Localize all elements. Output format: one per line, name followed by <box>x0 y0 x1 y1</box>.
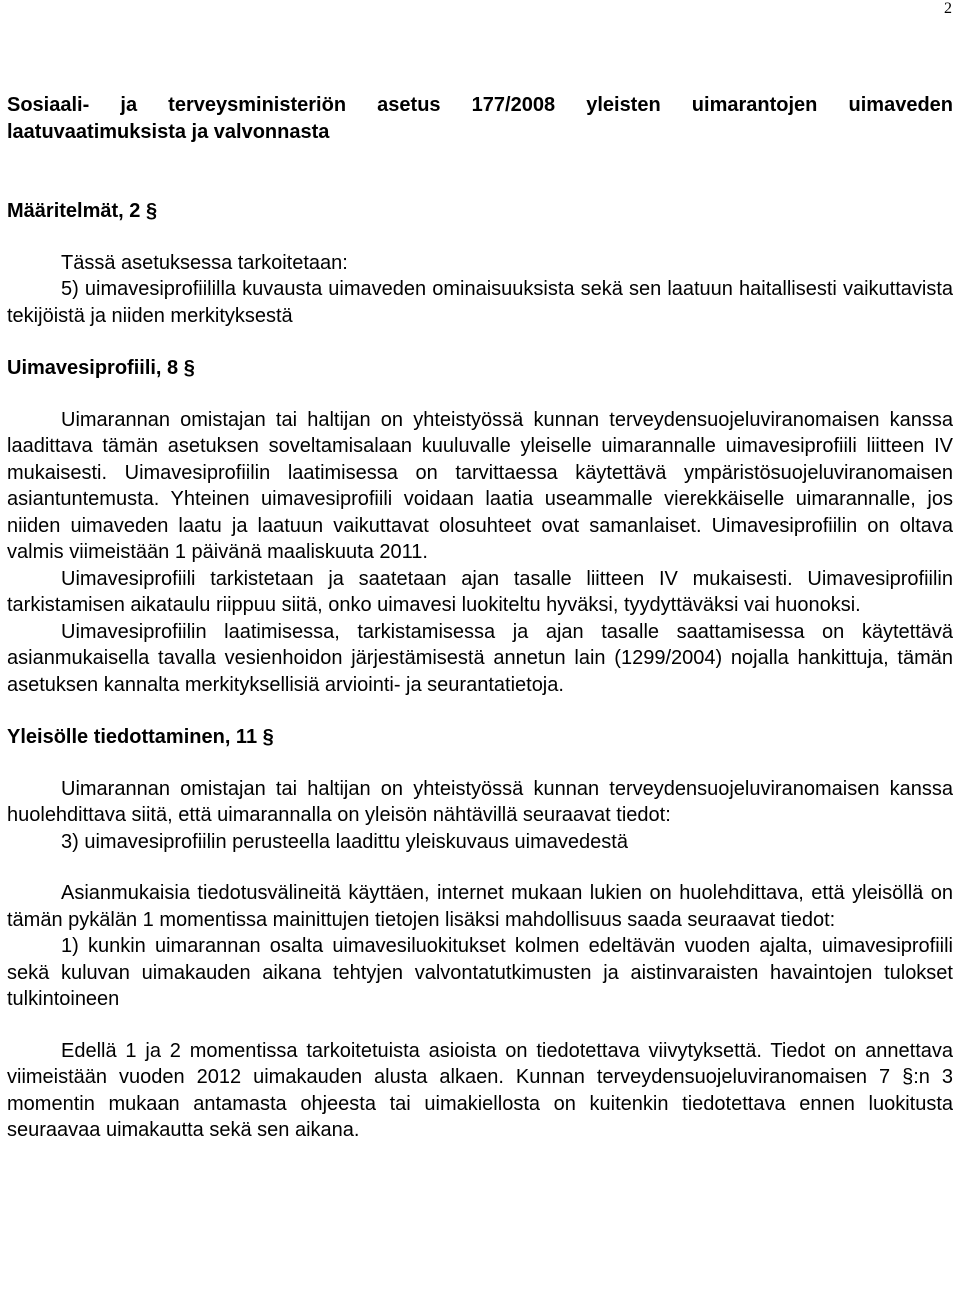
paragraph: Uimavesiprofiili tarkistetaan ja saatetaan ajan tasalle liitteen IV mukaisesti. Uimavesiprofiilin tarkistamisen aikataulu riippuu siitä, onko uimavesi luokiteltu hyväksi, tyydyttäväksi vai huonoksi. <box>7 567 953 616</box>
paragraph: Uimavesiprofiilin laatimisessa, tarkistamisessa ja ajan tasalle saattamisessa on käytettävä asianmukaisella tavalla vesienhoidon järjestämisestä annetun lain (1299/2004) nojalla hankittuja, tämän asetuksen kannalta merkityksellisiä arviointi- ja seurantatietoja. <box>7 620 953 696</box>
paragraph: Uimarannan omistajan tai haltijan on yhteistyössä kunnan terveydensuojeluviranomaisen kanssa laadittava tämän asetuksen soveltamisalaan kuuluvalle yleiselle uimarannalle uimavesiprofiili liitteen IV mukaisesti. Uimavesiprofiilin laatimisessa on tarvittaessa käytettävä ympäristösuojeluviranomaisen asiantuntemusta. Yhteinen uimavesiprofiili voidaan laatia useammalle vierekkäiselle uimarannalle, jos niiden uimaveden laatu ja laatuun vaikuttavat olosuhteet ovat samanlaiset. Uimavesiprofiilin on oltava valmis viimeistään 1 päivänä maaliskuuta 2011. <box>7 408 953 563</box>
section-heading: Uimavesiprofiili, 8 § <box>7 357 195 379</box>
section-intro: Tässä asetuksessa tarkoitetaan: <box>61 251 348 274</box>
paragraph: Uimarannan omistajan tai haltijan on yhteistyössä kunnan terveydensuojeluviranomaisen kanssa huolehdittava siitä, että uimarannalla on yleisön nähtävillä seuraavat tiedot: <box>7 777 953 826</box>
paragraph: Edellä 1 ja 2 momentissa tarkoitetuista asioista on tiedotettava viivytyksettä. Tiedot on annettava viimeistään vuoden 2012 uimakauden alusta alkaen. Kunnan terveydensuojeluviranomaisen 7 §:n 3 momentin mukaan antamasta ohjeesta tai uimakiellosta on kuitenkin tiedotettava ennen luokitusta seuraavaa uimakautta sekä sen aikana. <box>7 1039 953 1141</box>
section-heading: Määritelmät, 2 § <box>7 200 158 222</box>
document-title: Sosiaali- ja terveysministeriön asetus 177/2008 yleisten uimarantojen uimaveden laatuvaatimuksista ja valvonnasta <box>7 94 953 143</box>
list-item: 3) uimavesiprofiilin perusteella laadittu yleiskuvaus uimavedestä <box>61 830 628 853</box>
document-body <box>7 92 953 1144</box>
section-heading: Yleisölle tiedottaminen, 11 § <box>7 726 274 748</box>
definition-item: 5) uimavesiprofiililla kuvausta uimaveden ominaisuuksista sekä sen laatuun haitallisesti vaikuttavista tekijöistä ja niiden merkityksestä <box>7 278 953 327</box>
section-uimavesiprofiili <box>7 355 953 698</box>
list-item: 1) kunkin uimarannan osalta uimavesiluokitukset kolmen edeltävän vuoden ajalta, uimavesiprofiili sekä kuluvan uimakauden aikana tehtyjen valvontatutkimusten ja aistinvaraisten havaintojen tulokset tulkintoineen <box>7 935 953 1010</box>
section-definitions <box>7 198 953 329</box>
page-number: 2 <box>944 0 952 17</box>
paragraph: Asianmukaisia tiedotusvälineitä käyttäen, internet mukaan lukien on huolehdittava, että yleisöllä on tämän pykälän 1 momentissa mainittujen tietojen lisäksi mahdollisuus saada seuraavat tiedot: <box>7 882 953 931</box>
section-yleisolle-tiedottaminen <box>7 724 953 1144</box>
